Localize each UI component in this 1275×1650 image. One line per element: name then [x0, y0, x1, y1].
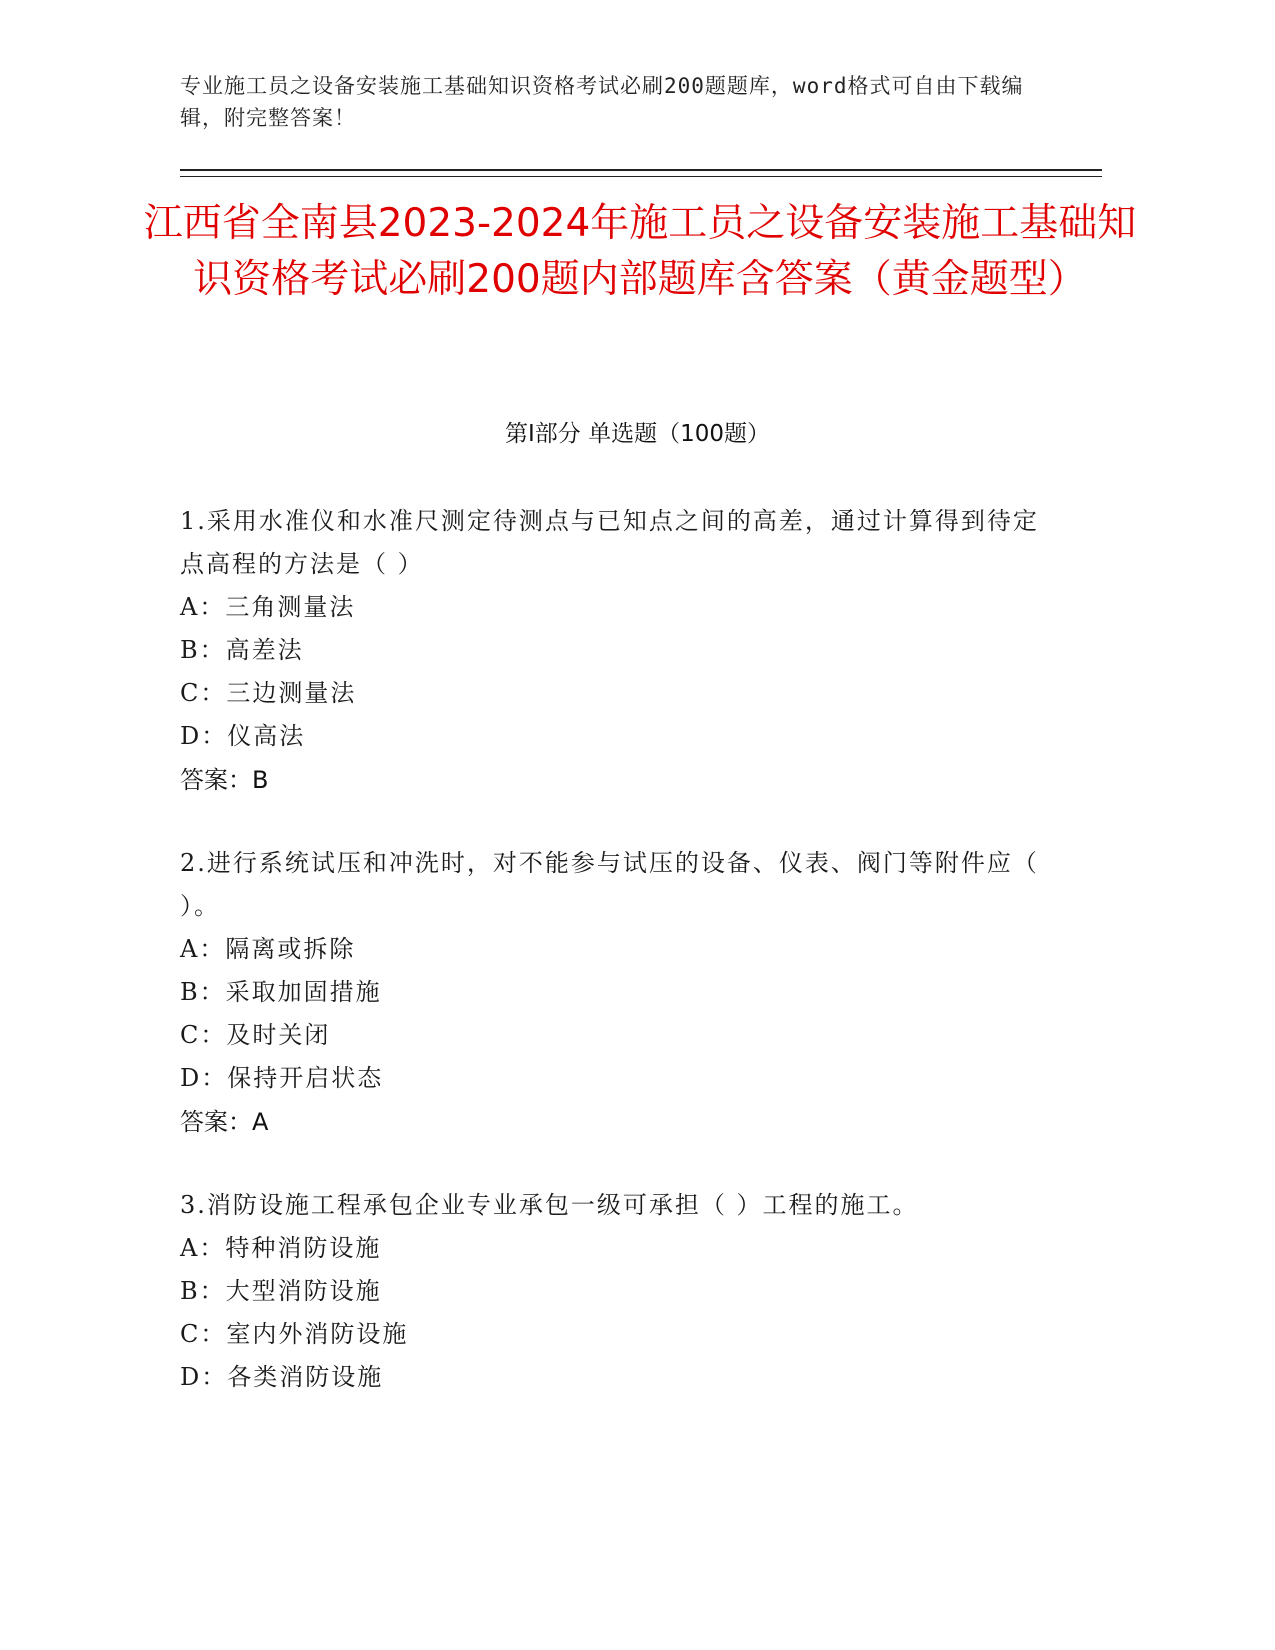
question-2	[180, 842, 1060, 1144]
section-title: 第Ⅰ部分 单选题（100题）	[505, 421, 770, 447]
question-list	[180, 500, 1060, 1439]
question-stem: 3.消防设施工程承包企业专业承包一级可承担（ ）工程的施工。	[180, 1191, 919, 1219]
header-rule-thick	[180, 169, 1102, 171]
question-stem: 1.采用水准仪和水准尺测定待测点与已知点之间的高差，通过计算得到待定点高程的方法是（ ）	[180, 507, 1039, 578]
option-b: B：大型消防设施	[180, 1277, 382, 1305]
answer: 答案：A	[180, 1108, 269, 1136]
option-a: A：特种消防设施	[180, 1234, 382, 1262]
option-b: B：高差法	[180, 636, 304, 664]
answer: 答案：B	[180, 766, 269, 794]
option-d: D：保持开启状态	[180, 1064, 384, 1092]
question-stem: 2.进行系统试压和冲洗时，对不能参与试压的设备、仪表、阀门等附件应（ ）。	[180, 849, 1039, 920]
header-note: 专业施工员之设备安装施工基础知识资格考试必刷200题题库，word格式可自由下载编辑，附完整答案！	[180, 74, 1024, 130]
question-1	[180, 500, 1060, 802]
option-a: A：三角测量法	[180, 593, 356, 621]
document-title: 江西省全南县2023-2024年施工员之设备安装施工基础知识资格考试必刷200题内部题库含答案（黄金题型）	[143, 201, 1137, 302]
header-rule-thin	[180, 176, 1102, 177]
option-c: C：室内外消防设施	[180, 1320, 409, 1348]
option-d: D：仪高法	[180, 722, 306, 750]
option-c: C：及时关闭	[180, 1021, 331, 1049]
option-b: B：采取加固措施	[180, 978, 382, 1006]
question-3	[180, 1184, 1060, 1399]
option-c: C：三边测量法	[180, 679, 357, 707]
option-a: A：隔离或拆除	[180, 935, 356, 963]
option-d: D：各类消防设施	[180, 1363, 384, 1391]
